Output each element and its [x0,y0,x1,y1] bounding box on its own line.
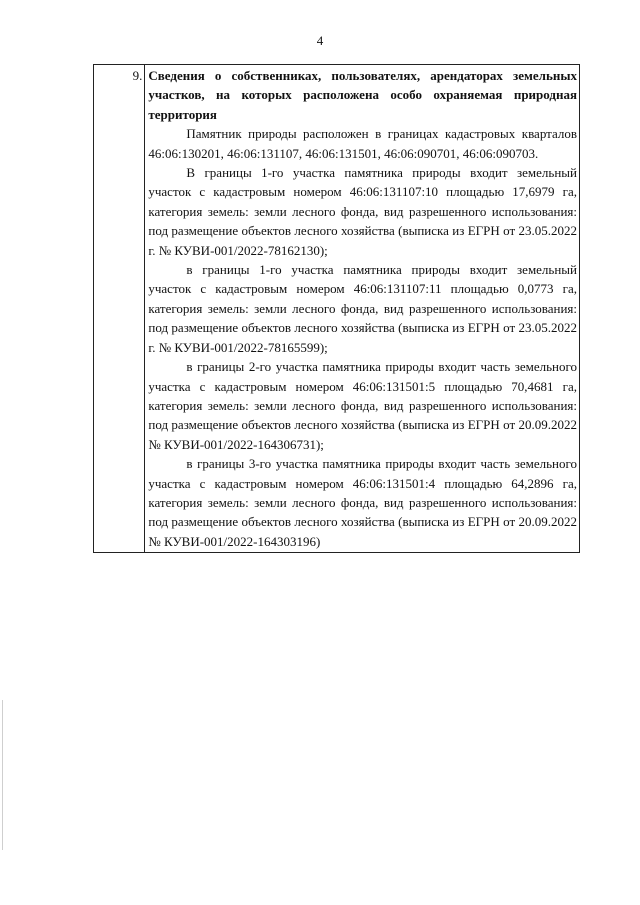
paragraph-plot-1b: в границы 1-го участка памятника природы входит земельный участок с кадастровым номером 46:06:131107:11 площадью 0,0773 га, категория земель: земли лесного фонда, вид разрешенного использования: под размещение объектов лесного хозяйства (выписка из ЕГРН от 23.05.2022 г. № КУВИ-001/2022-78165599); [148,262,577,355]
scan-edge-line [2,700,3,850]
table-row [94,65,580,553]
paragraph-plot-1a: В границы 1-го участка памятника природы входит земельный участок с кадастровым номером 46:06:131107:10 площадью 17,6979 га, категория земель: земли лесного фонда, вид разрешенного использования: под размещение объектов лесного хозяйства (выписка из ЕГРН от 23.05.2022 г. № КУВИ-001/2022-78162130); [148,165,577,258]
info-table [93,64,580,553]
section-heading: Сведения о собственниках, пользователях, арендаторах земельных участков, на которых расположена особо охраняемая природная территория [148,68,577,122]
paragraph-cadastral-quarters: Памятник природы расположен в границах кадастровых кварталов 46:06:130201, 46:06:131107, 46:06:131501, 46:06:090701, 46:06:090703. [148,126,577,161]
page-number: 4 [316,33,324,48]
section-content [145,65,580,553]
section-number: 9. [94,65,145,553]
paragraph-plot-3: в границы 3-го участка памятника природы входит часть земельного участка с кадастровым номером 46:06:131501:4 площадью 64,2896 га, категория земель: земли лесного фонда, вид разрешенного использования: под размещение объектов лесного хозяйства (выписка из ЕГРН от 20.09.2022 № КУВИ-001/2022-164303196) [148,456,577,549]
paragraph-plot-2: в границы 2-го участка памятника природы входит часть земельного участка с кадастровым номером 46:06:131501:5 площадью 70,4681 га, категория земель: земли лесного фонда, вид разрешенного использования: под размещение объектов лесного хозяйства (выписка из ЕГРН от 20.09.2022 № КУВИ-001/2022-164306731); [148,359,577,452]
